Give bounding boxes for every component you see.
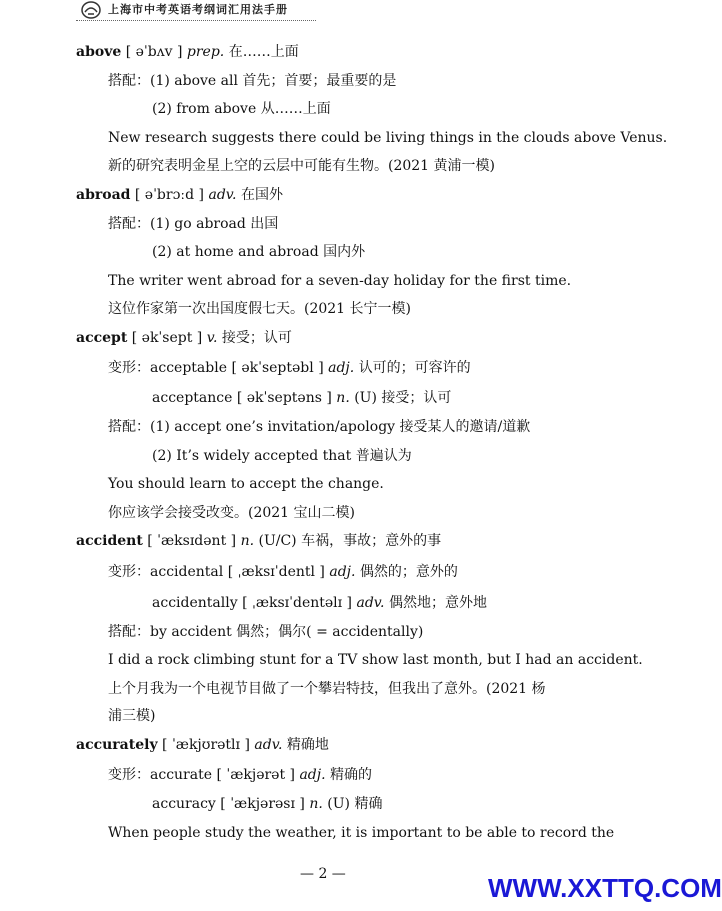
watermark: WWW.XXTTQ.COM	[488, 873, 722, 903]
header-rule	[76, 19, 316, 21]
header-title: 上海市中考英语考纲词汇用法手册	[108, 3, 288, 16]
example-zh: 上个月我为一个电视节目做了一个攀岩特技，但我出了意外。(2021 杨	[108, 681, 546, 697]
meaning: (U/C) 车祸，事故；意外的事	[258, 533, 442, 549]
form-word: acceptable	[150, 360, 227, 376]
form-line	[152, 388, 451, 408]
form-meaning: (U) 接受；认可	[354, 390, 452, 406]
form-pos: adv.	[356, 595, 385, 611]
part-of-speech: adv.	[208, 187, 237, 203]
forms-label: 变形：	[108, 564, 150, 580]
collocation-line	[152, 99, 331, 119]
form-meaning: (U) 精确	[327, 796, 383, 812]
form-meaning: 偶然的；意外的	[359, 564, 458, 580]
part-of-speech: adv.	[254, 737, 283, 753]
collocation-line	[152, 242, 365, 262]
form-word: accidentally	[152, 595, 238, 611]
example-zh: 这位作家第一次出国度假七天。(2021 长宁一模)	[108, 301, 412, 317]
collocation-label: 搭配：	[108, 73, 150, 89]
form-word: accidental	[150, 564, 224, 580]
form-meaning: 偶然地；意外地	[388, 595, 487, 611]
form-pos: n.	[309, 796, 323, 812]
example-zh: 你应该学会接受改变。(2021 宝山二模)	[108, 505, 356, 521]
form-meaning: 精确的	[330, 767, 373, 783]
collocation-line	[108, 214, 278, 234]
collocation-label: 搭配：	[108, 624, 150, 640]
form-line	[108, 562, 458, 582]
collocation: (2) at home and abroad 国内外	[152, 244, 366, 260]
page-number: — 2 —	[300, 866, 346, 882]
meaning: 在国外	[240, 187, 283, 203]
meaning: 在……上面	[228, 44, 299, 60]
form-pos: adj.	[299, 767, 326, 783]
part-of-speech: prep.	[186, 44, 225, 60]
headword: accept	[76, 330, 128, 346]
collocation-line	[108, 417, 530, 437]
collocation-label: 搭配：	[108, 419, 150, 435]
example-en: New research suggests there could be living things in the clouds above Venus.	[108, 130, 668, 146]
entry-headline	[76, 735, 329, 755]
form-phonetic: [ ˈækjərəsɪ ]	[220, 796, 305, 812]
collocation: (1) accept one’s invitation/apology 接受某人的邀请/道歉	[150, 419, 531, 435]
headword: abroad	[76, 187, 131, 203]
collocation-label: 搭配：	[108, 216, 150, 232]
form-meaning: 认可的；可容许的	[358, 360, 471, 376]
headword: accident	[76, 533, 143, 549]
entry-headline	[76, 531, 441, 551]
example-en: You should learn to accept the change.	[108, 476, 384, 492]
collocation: (2) from above 从……上面	[152, 101, 331, 117]
example-en: I did a rock climbing stunt for a TV show last month, but I had an accident.	[108, 652, 643, 668]
collocation-line	[152, 446, 412, 466]
phonetic: [ əˈbrɔːd ]	[134, 187, 205, 203]
entry-headline	[76, 42, 299, 62]
phonetic: [ əkˈsept ]	[131, 330, 203, 346]
collocation: (1) go abroad 出国	[150, 216, 279, 232]
form-pos: n.	[336, 390, 350, 406]
collocation: (1) above all 首先；首要；最重要的是	[150, 73, 397, 89]
part-of-speech: n.	[240, 533, 255, 549]
collocation-line	[108, 71, 396, 91]
form-line	[108, 358, 471, 378]
form-line	[152, 794, 382, 814]
form-phonetic: [ əkˈseptəns ]	[236, 390, 332, 406]
meaning: 精确地	[286, 737, 329, 753]
part-of-speech: v.	[206, 330, 218, 346]
phonetic: [ əˈbʌv ]	[125, 44, 183, 60]
form-pos: adj.	[329, 564, 356, 580]
collocation: (2) It’s widely accepted that 普遍认为	[152, 448, 412, 464]
entry-headline	[76, 328, 292, 348]
phonetic: [ ˈækjʊrətlɪ ]	[162, 737, 250, 753]
form-word: accuracy	[152, 796, 216, 812]
form-phonetic: [ əkˈseptəbl ]	[231, 360, 324, 376]
headword: accurately	[76, 737, 158, 753]
running-header	[72, 0, 392, 22]
headword: above	[76, 44, 122, 60]
collocation-line	[108, 622, 423, 642]
example-zh: 新的研究表明金星上空的云层中可能有生物。(2021 黄浦一模)	[108, 158, 496, 174]
form-phonetic: [ ˌæksɪˈdentəlɪ ]	[242, 595, 353, 611]
forms-label: 变形：	[108, 767, 150, 783]
meaning: 接受；认可	[221, 330, 292, 346]
form-pos: adj.	[328, 360, 355, 376]
entry-headline	[76, 185, 283, 205]
form-line	[108, 765, 372, 785]
form-word: acceptance	[152, 390, 233, 406]
example-zh-continued: 浦三模)	[108, 708, 156, 724]
example-en: The writer went abroad for a seven-day holiday for the first time.	[108, 273, 572, 289]
form-word: accurate	[150, 767, 212, 783]
forms-label: 变形：	[108, 360, 150, 376]
form-line	[152, 593, 487, 613]
form-phonetic: [ ˌæksɪˈdentl ]	[227, 564, 325, 580]
example-en: When people study the weather, it is important to be able to record the	[108, 825, 615, 841]
form-phonetic: [ ˈækjərət ]	[216, 767, 295, 783]
book-logo-icon	[80, 0, 102, 20]
collocation: by accident 偶然；偶尔( = accidentally)	[150, 624, 424, 640]
phonetic: [ ˈæksɪdənt ]	[147, 533, 237, 549]
